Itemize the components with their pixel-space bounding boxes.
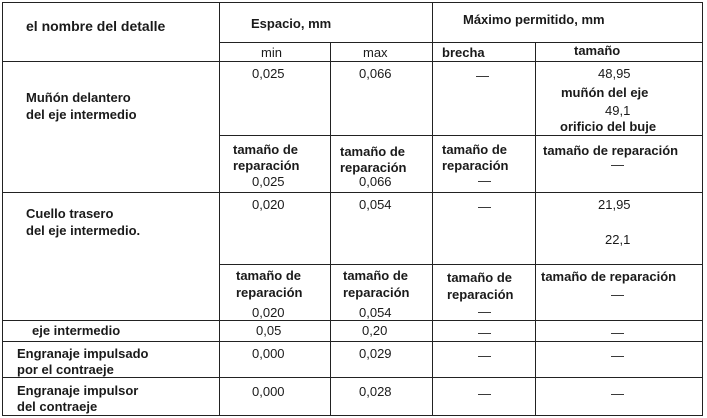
row3-gap: — [478,325,491,340]
row4-min: 0,000 [252,346,285,361]
row2-rep-min-value: 0,020 [252,305,285,320]
row2-rep-size-label: tamaño de reparación [541,269,677,284]
row1-rep-min-label1: tamaño de [233,142,299,157]
row4-max: 0,029 [359,346,392,361]
row2-rep-max-label1: tamaño de [343,268,409,283]
table-border-bottom [2,415,703,416]
header-max: max [363,45,388,60]
row2-rep-gap-label1: tamaño de [447,270,513,285]
row1-rep-gap-label1: tamaño de [442,142,508,157]
row2-rep-size-value: — [611,287,624,302]
row2-size-value2: 22,1 [605,232,631,247]
row3-name: eje intermedio [32,323,121,338]
row1-max: 0,066 [359,66,392,81]
row4-name-line2: por el contraeje [17,362,114,377]
row5-name-line1: Engranaje impulsor [17,383,139,398]
row2-rep-gap-value: — [478,304,491,319]
row1-size-value1: 48,95 [598,66,631,81]
row1-rep-max-value: 0,066 [359,174,392,189]
row1-rep-min-value: 0,025 [252,174,285,189]
row4-size: — [611,348,624,363]
header-name: el nombre del detalle [26,18,166,34]
header-gap: brecha [442,45,485,60]
row-divider [219,42,703,43]
table-border-right [702,2,703,416]
row-divider [2,192,703,193]
row3-min: 0,05 [256,323,282,338]
row3-size: — [611,325,624,340]
row1-rep-size-label: tamaño de reparación [543,143,679,158]
row1-name-line2: del eje intermedio [26,107,137,122]
row1-rep-size-value: — [611,157,624,172]
row5-gap: — [478,386,491,401]
row-divider [219,135,703,136]
row2-name-line2: del eje intermedio. [26,223,141,238]
row-divider [2,377,703,378]
row1-rep-min-label2: reparación [233,158,300,173]
row3-max: 0,20 [362,323,388,338]
table-border-left [2,2,3,416]
row1-size-value2: 49,1 [605,103,631,118]
row2-rep-max-value: 0,054 [359,305,392,320]
col-divider [330,42,331,416]
row2-max: 0,054 [359,197,392,212]
row1-name-line1: Muñón delantero [26,90,131,105]
row1-rep-gap-label2: reparación [442,158,509,173]
row1-rep-max-label1: tamaño de [340,144,406,159]
row2-min: 0,020 [252,197,285,212]
row-divider [219,264,703,265]
row5-min: 0,000 [252,384,285,399]
row1-size-label1: muñón del eje [561,85,649,100]
row2-rep-max-label2: reparación [343,285,410,300]
col-divider [535,42,536,416]
row5-name-line2: del contraeje [17,399,98,414]
row1-rep-max-label2: reparación [340,160,407,175]
row1-rep-gap-value: — [478,173,491,188]
row5-max: 0,028 [359,384,392,399]
header-space: Espacio, mm [251,16,332,31]
row1-size-label2: orificio del buje [560,119,657,134]
row-divider [2,61,703,62]
row2-rep-min-label1: tamaño de [236,268,302,283]
row2-size-value1: 21,95 [598,197,631,212]
table-border-top [2,2,703,3]
col-divider [432,2,433,416]
spec-table [2,2,703,416]
row1-min: 0,025 [252,66,285,81]
row-divider [2,320,703,321]
row2-gap: — [478,199,491,214]
col-divider [219,2,220,416]
header-size: tamaño [574,43,621,58]
header-max-allowed: Máximo permitido, mm [463,12,605,27]
row4-name-line1: Engranaje impulsado [17,346,149,361]
row4-gap: — [478,348,491,363]
row2-name-line1: Cuello trasero [26,206,114,221]
row1-gap: — [476,68,489,83]
row2-rep-gap-label2: reparación [447,287,514,302]
row-divider [2,341,703,342]
header-min: min [261,45,282,60]
row5-size: — [611,386,624,401]
row2-rep-min-label2: reparación [236,285,303,300]
